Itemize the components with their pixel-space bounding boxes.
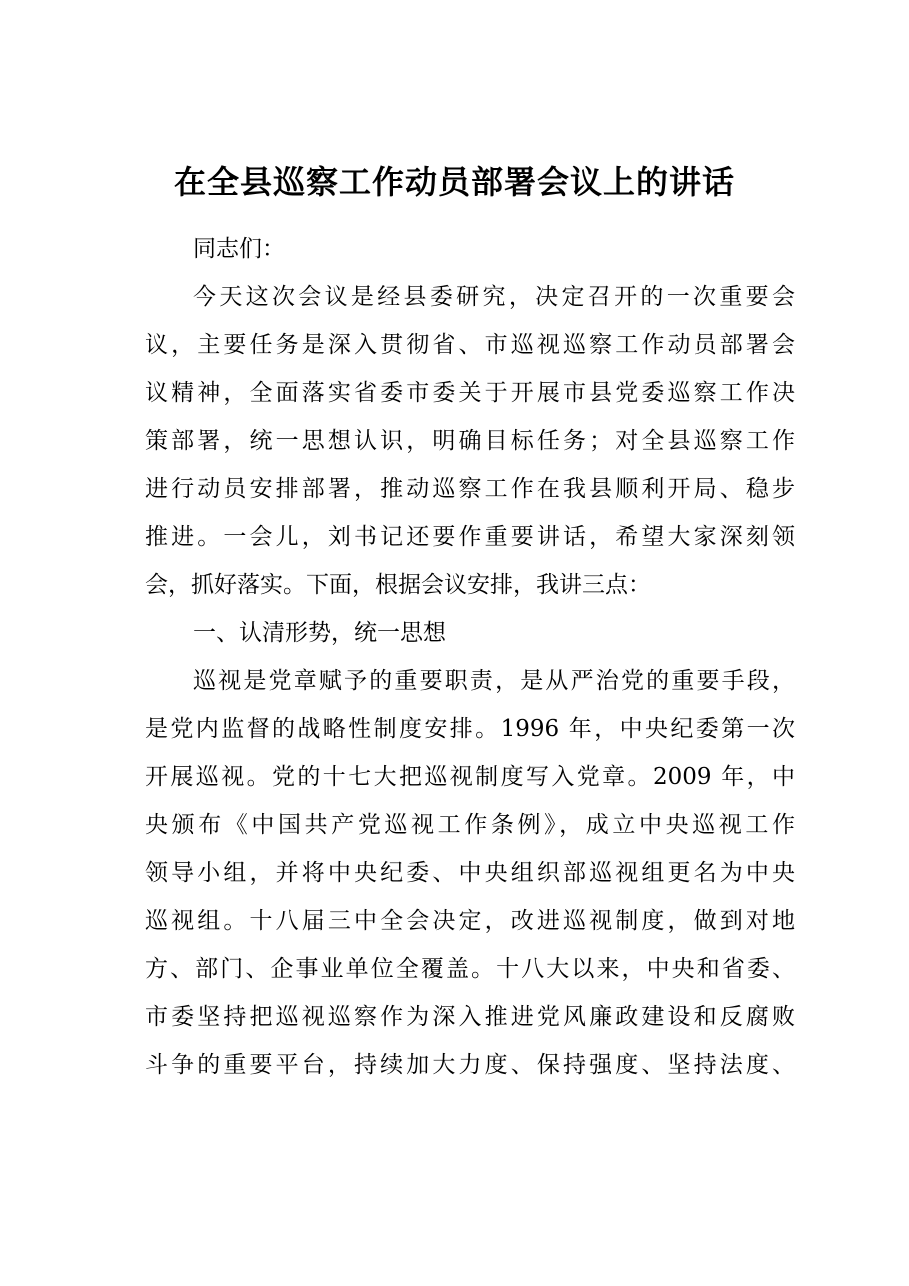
paragraph-line: 是党内监督的战略性制度安排。1996 年，中央纪委第一次 <box>145 716 795 742</box>
document-body <box>145 225 795 1089</box>
paragraph-line: 今天这次会议是经县委研究，决定召开的一次重要会 <box>193 284 795 310</box>
paragraph-line: 市委坚持把巡视巡察作为深入推进党风廉政建设和反腐败 <box>145 1004 795 1030</box>
paragraph-line: 方、部门、企事业单位全覆盖。十八大以来，中央和省委、 <box>145 956 795 982</box>
paragraph-line: 策部署，统一思想认识，明确目标任务；对全县巡察工作 <box>145 428 795 454</box>
section-heading: 一、认清形势，统一思想 <box>193 620 446 646</box>
paragraph-line: 推进。一会儿，刘书记还要作重要讲话，希望大家深刻领 <box>145 524 795 550</box>
document-title: 在全县巡察工作动员部署会议上的讲话 <box>173 163 735 201</box>
paragraph-line: 央颁布《中国共产党巡视工作条例》，成立中央巡视工作 <box>145 812 795 838</box>
paragraph-line: 会，抓好落实。下面，根据会议安排，我讲三点： <box>145 572 651 598</box>
salutation: 同志们： <box>193 236 285 262</box>
paragraph-line: 议，主要任务是深入贯彻省、市巡视巡察工作动员部署会 <box>145 332 795 358</box>
paragraph-line: 开展巡视。党的十七大把巡视制度写入党章。2009 年，中 <box>145 764 795 790</box>
paragraph-line: 斗争的重要平台，持续加大力度、保持强度、坚持法度、 <box>145 1052 795 1078</box>
paragraph-line: 领导小组，并将中央纪委、中央组织部巡视组更名为中央 <box>145 860 795 886</box>
paragraph-line: 巡视组。十八届三中全会决定，改进巡视制度，做到对地 <box>145 908 795 934</box>
paragraph-line: 议精神，全面落实省委市委关于开展市县党委巡察工作决 <box>145 380 795 406</box>
paragraph-line: 进行动员安排部署，推动巡察工作在我县顺利开局、稳步 <box>145 476 795 502</box>
paragraph-line: 巡视是党章赋予的重要职责，是从严治党的重要手段， <box>193 668 795 694</box>
